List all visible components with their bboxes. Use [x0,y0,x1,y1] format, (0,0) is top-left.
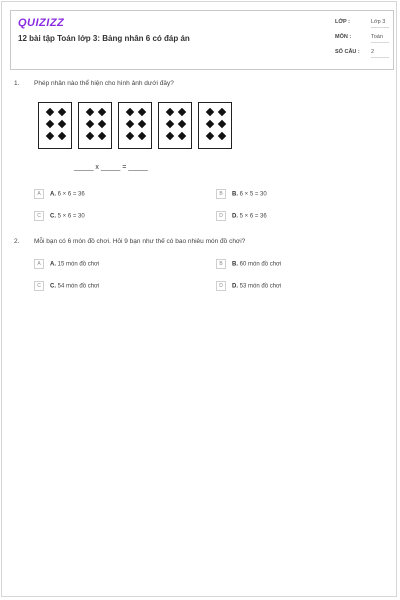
diamond-icon [178,108,186,116]
question-text: Phép nhân nào thể hiện cho hình ảnh dưới đây? [34,80,174,87]
diamond-icon [46,108,54,116]
diamond-icon [206,120,214,128]
option-checkbox[interactable]: C [34,211,44,221]
meta-value: Toán [371,34,389,43]
option-checkbox[interactable]: C [34,281,44,291]
option-text: 54 món đồ chơi [57,283,100,290]
option-checkbox[interactable]: A [34,259,44,269]
meta-label: SỐ CÂU : [335,49,360,55]
option-a[interactable] [34,259,99,269]
option-letter: A. [50,261,56,268]
diamond-icon [46,132,54,140]
meta-row-subject [335,34,391,49]
diamond-icon [126,108,134,116]
diamond-icon [138,108,146,116]
diamond-icon [178,120,186,128]
equation-blanks: _____ x _____ = _____ [74,164,148,171]
option-text: 60 món đồ chơi [239,261,282,268]
playing-card [38,102,72,149]
worksheet-page [1,1,397,597]
page-title: 12 bài tập Toán lớp 3: Bảng nhân 6 có đáp án [18,34,190,43]
meta-label: LỚP : [335,19,350,25]
diamond-icon [98,120,106,128]
diamond-icon [166,132,174,140]
option-d[interactable] [216,211,267,221]
option-c[interactable] [34,281,99,291]
option-text: 6 × 6 = 36 [57,191,85,198]
question-1 [14,80,384,90]
option-text: 53 món đồ chơi [239,283,282,290]
playing-card [118,102,152,149]
option-d[interactable] [216,281,281,291]
option-letter: D. [232,283,238,290]
diamond-icon [218,120,226,128]
meta-value: 2 [371,49,389,58]
option-text: 15 món đồ chơi [57,261,100,268]
option-letter: B. [232,261,238,268]
option-letter: A. [50,191,56,198]
worksheet-header [10,10,394,70]
playing-card [158,102,192,149]
diamond-icon [86,120,94,128]
diamond-icon [138,120,146,128]
diamond-icon [166,120,174,128]
quizizz-logo: QUIZIZZ [18,17,65,29]
diamond-icon [98,108,106,116]
diamond-icon [218,108,226,116]
meta-row-question-count [335,49,391,64]
diamond-icon [58,132,66,140]
option-checkbox[interactable]: D [216,281,226,291]
diamond-icon [46,120,54,128]
option-letter: C. [50,283,56,290]
meta-info [335,19,391,64]
diamond-icon [138,132,146,140]
playing-card [198,102,232,149]
option-a[interactable] [34,189,85,199]
playing-card [78,102,112,149]
option-b[interactable] [216,189,267,199]
option-text: 6 × 5 = 30 [239,191,267,198]
meta-label: MÔN : [335,34,352,40]
diamond-icon [206,108,214,116]
option-c[interactable] [34,211,85,221]
meta-value: Lớp 3 [371,19,389,28]
option-checkbox[interactable]: D [216,211,226,221]
question-2 [14,238,384,248]
option-checkbox[interactable]: B [216,189,226,199]
diamond-icon [126,120,134,128]
option-checkbox[interactable]: B [216,259,226,269]
option-text: 5 × 6 = 30 [57,213,85,220]
diamond-icon [206,132,214,140]
diamond-icon [58,120,66,128]
diamond-icon [58,108,66,116]
diamond-icon [166,108,174,116]
question-number: 2. [14,238,20,245]
diamond-icon [178,132,186,140]
option-text: 5 × 6 = 36 [239,213,267,220]
option-b[interactable] [216,259,281,269]
option-letter: D. [232,213,238,220]
option-checkbox[interactable]: A [34,189,44,199]
diamond-icon [86,132,94,140]
diamond-icon [126,132,134,140]
option-letter: C. [50,213,56,220]
diamond-icon [98,132,106,140]
question-number: 1. [14,80,20,87]
question-text: Mỗi bạn có 6 món đồ chơi. Hỏi 9 bạn như thế có bao nhiêu món đồ chơi? [34,238,246,245]
option-letter: B. [232,191,238,198]
diamond-icon [218,132,226,140]
diamond-icon [86,108,94,116]
meta-row-grade [335,19,391,34]
